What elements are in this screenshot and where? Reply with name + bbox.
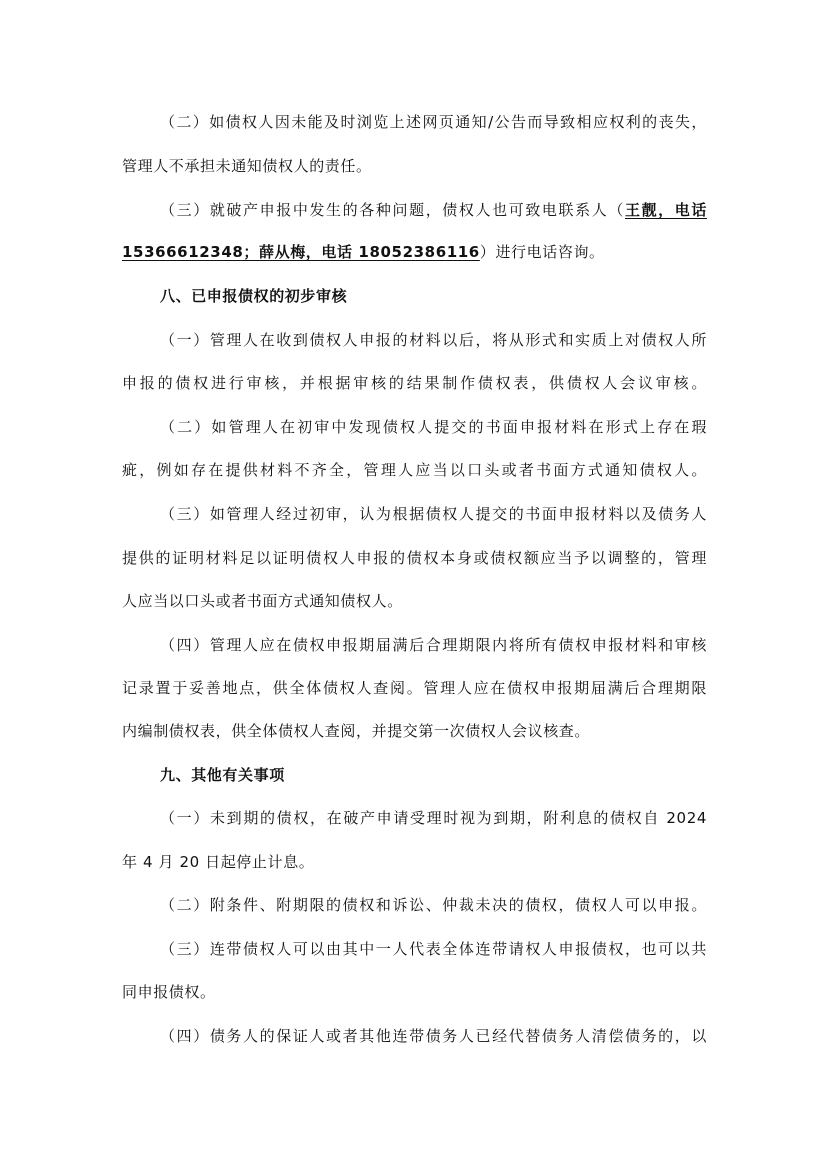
- paragraph-8-4-line-1: （四）管理人应在债权申报期届满后合理期限内将所有债权申报材料和审核: [160, 636, 707, 654]
- paragraph-7-3-line-2: [122, 241, 707, 263]
- contact-person-1: 王靓，电话: [624, 201, 707, 219]
- paragraph-8-4-line-3: 内编制债权表，供全体债权人查阅，并提交第一次债权人会议核查。: [122, 722, 591, 740]
- paragraph-7-3-text-end: ）进行电话咨询。: [479, 243, 605, 261]
- paragraph-9-3-line-1: （三）连带债权人可以由其中一人代表全体连带请权人申报债权，也可以共: [160, 940, 707, 958]
- paragraph-8-1-line-1: （一）管理人在收到债权人申报的材料以后，将从形式和实质上对债权人所: [160, 331, 707, 349]
- paragraph-9-4-line-1: （四）债务人的保证人或者其他连带债务人已经代替债务人清偿债务的，以: [160, 1027, 707, 1045]
- paragraph-8-2-line-2: 疵，例如存在提供材料不齐全，管理人应当以口头或者书面方式通知债权人。: [122, 461, 707, 479]
- paragraph-8-4-line-2: 记录置于妥善地点，供全体债权人查阅。管理人应在债权申报期届满后合理期限: [122, 679, 707, 697]
- paragraph-7-3-line-1: [160, 199, 707, 221]
- paragraph-9-1-line-2: 年 4 月 20 日起停止计息。: [122, 853, 315, 871]
- paragraph-8-3-line-2: 提供的证明材料足以证明债权人申报的债权本身或债权额应当予以调整的，管理: [122, 549, 707, 567]
- contact-phone-numbers: 15366612348；薛从梅，电话 18052386116: [122, 243, 480, 261]
- paragraph-7-2-line-1: （二）如债权人因未能及时浏览上述网页通知/公告而导致相应权利的丧失，: [160, 113, 707, 131]
- section-8-heading: 八、已申报债权的初步审核: [160, 287, 348, 305]
- paragraph-8-3-line-1: （三）如管理人经过初审，认为根据债权人提交的书面申报材料以及债务人: [160, 505, 707, 523]
- paragraph-7-3-text: （三）就破产申报中发生的各种问题，债权人也可致电联系人（: [160, 201, 625, 219]
- paragraph-8-1-line-2: 申报的债权进行审核，并根据审核的结果制作债权表，供债权人会议审核。: [122, 374, 707, 392]
- paragraph-9-1-line-1: （一）未到期的债权，在破产申请受理时视为到期，附利息的债权自 2024: [160, 809, 707, 827]
- paragraph-9-2-line-1: （二）附条件、附期限的债权和诉讼、仲裁未决的债权，债权人可以申报。: [160, 896, 707, 914]
- paragraph-8-2-line-1: （二）如管理人在初审中发现债权人提交的书面申报材料在形式上存在瑕: [160, 418, 707, 436]
- section-9-heading: 九、其他有关事项: [160, 766, 285, 784]
- paragraph-8-3-line-3: 人应当以口头或者书面方式通知债权人。: [122, 592, 403, 610]
- paragraph-9-3-line-2: 同申报债权。: [122, 983, 216, 1001]
- paragraph-7-2-line-2: 管理人不承担未通知债权人的责任。: [122, 157, 372, 175]
